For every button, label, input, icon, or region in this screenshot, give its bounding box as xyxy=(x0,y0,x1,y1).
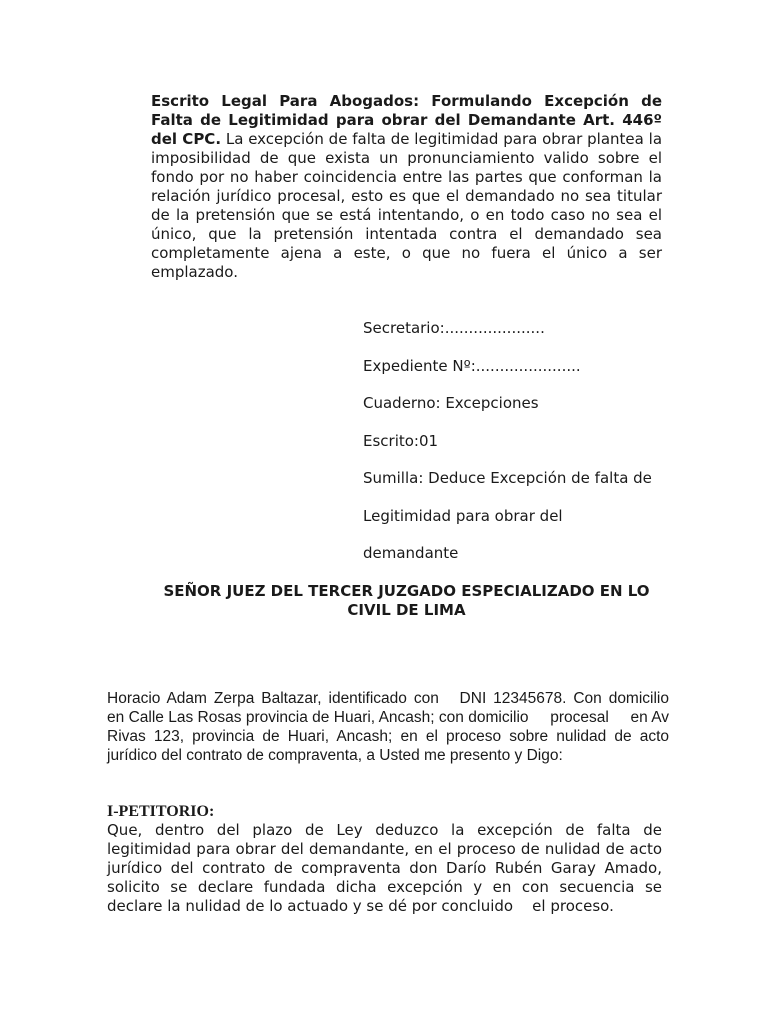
meta-sumilla-line-1: Sumilla: Deduce Excepción de falta de xyxy=(363,469,652,487)
meta-escrito: Escrito:01 xyxy=(363,431,439,450)
court-heading-line-1: SEÑOR JUEZ DEL TERCER JUZGADO ESPECIALIZADO EN LO xyxy=(163,582,650,600)
meta-expediente: Expediente Nº:...................... xyxy=(363,356,581,375)
meta-sumilla-line-2: Legitimidad para obrar del xyxy=(363,506,563,525)
court-heading xyxy=(151,582,662,620)
intro-paragraph xyxy=(151,92,662,282)
intro-title: Escrito Legal Para Abogados: Formulando Excepción de Falta de Legitimidad para obrar del Demandante Art. 446º del CPC. xyxy=(151,92,662,148)
court-heading-line-2: CIVIL DE LIMA xyxy=(347,601,466,619)
meta-sumilla-line-3: demandante xyxy=(363,544,459,562)
petitioner-paragraph: Horacio Adam Zerpa Baltazar, identificado con DNI 12345678. Con domicilio en Calle Las Rosas provincia de Huari, Ancash; con domicilio procesal en Av Rivas 123, provincia de Huari, Ancash; en el proceso sobre nulidad de acto jurídico del contrato de compraventa, a Usted me presento y Digo: xyxy=(107,690,704,764)
meta-cuaderno: Cuaderno: Excepciones xyxy=(363,394,539,412)
petitorio-body: Que, dentro del plazo de Ley deduzco la excepción de falta de legitimidad para obrar del demandante, en el proceso de nulidad de acto jurídico del contrato de compraventa don Darío Rubén Garay Amado, solicito se declare fundada dicha excepción y en con secuencia se declare la nulidad de lo actuado y se dé por concluido el proceso. xyxy=(107,821,667,915)
petitorio-title: I-PETITORIO: xyxy=(107,803,215,820)
case-metadata xyxy=(363,318,683,581)
intro-body: La excepción de falta de legitimidad para obrar plantea la imposibilidad de que exista un pronunciamiento valido sobre el fondo por no haber coincidencia entre las partes que conforman la relación jurídico procesal, esto es que el demandado no sea titular de la pretensión que se está intentando, o en todo caso no sea el único, que la pretensión intentada contra el demandado sea completamente ajena a este, o que no fuera el único a ser emplazado. xyxy=(151,130,663,281)
meta-secretario: Secretario:..................... xyxy=(363,319,545,337)
